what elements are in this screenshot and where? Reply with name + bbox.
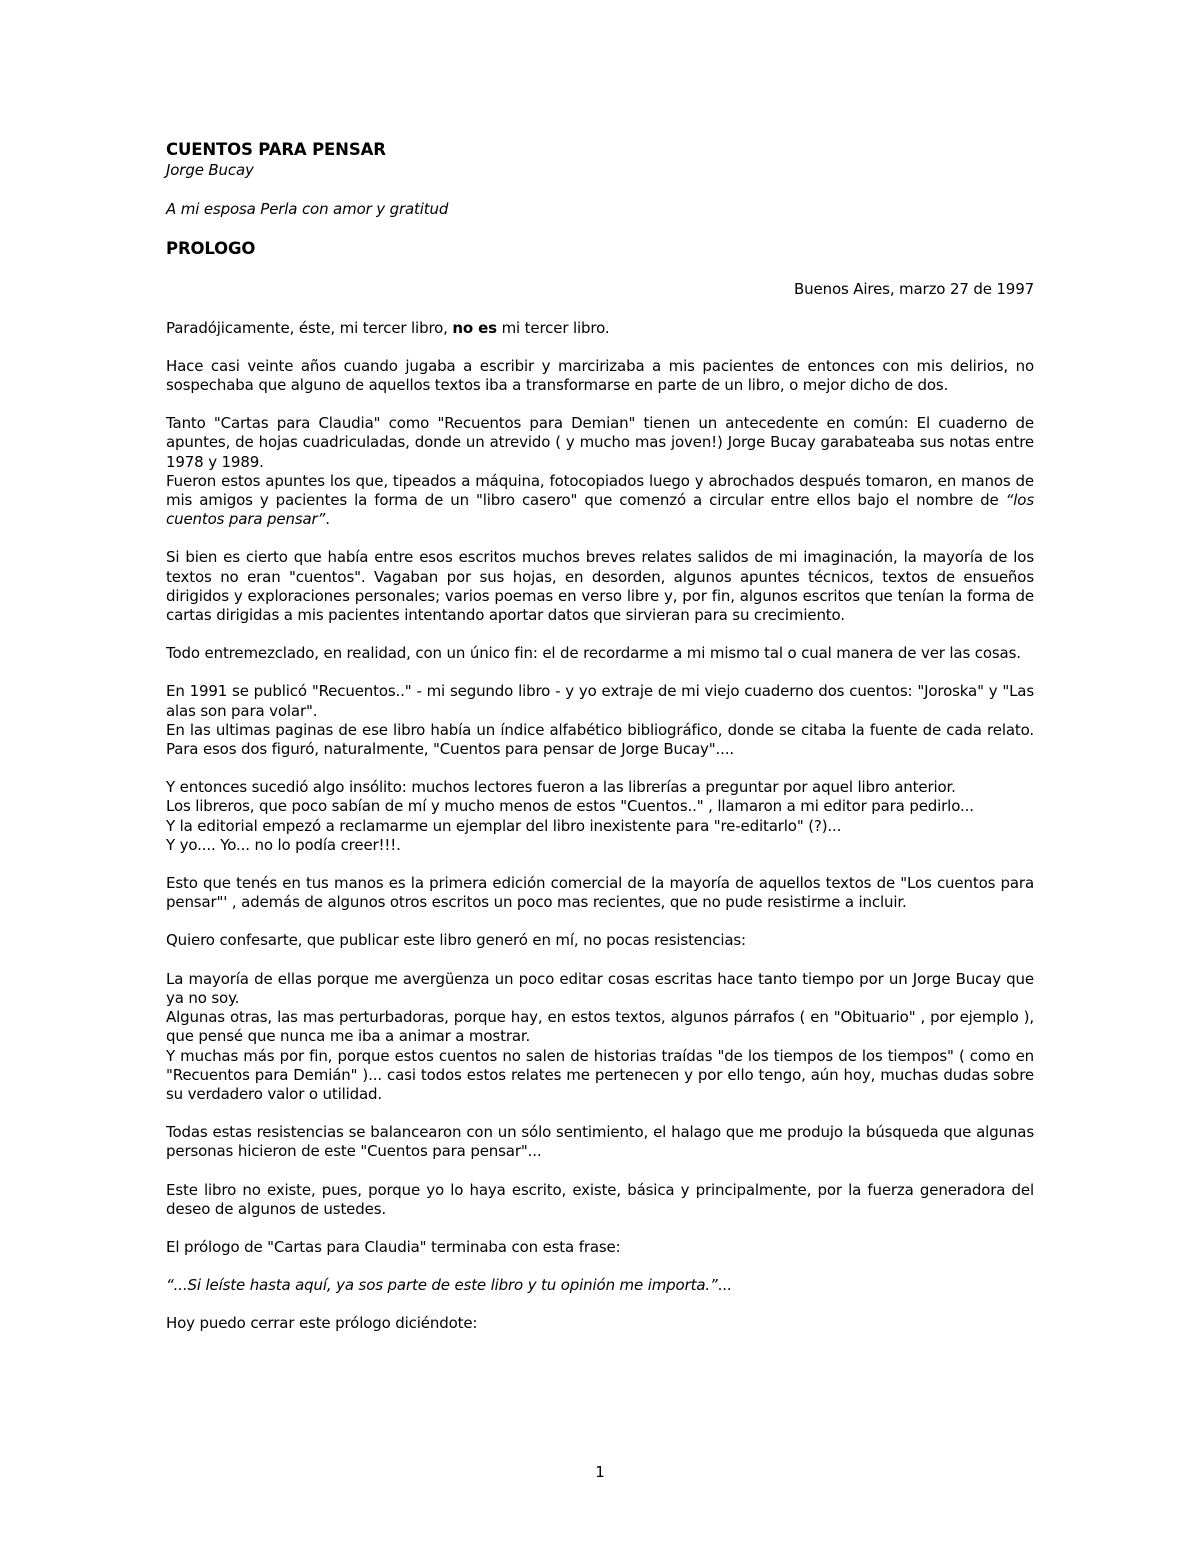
paragraph-14: Quiero confesarte, que publicar este libro generó en mí, no pocas resistencias:: [166, 931, 746, 950]
paragraph-12: Y yo.... Yo... no lo podía creer!!!.: [166, 835, 401, 854]
paragraph-9: Y entonces sucedió algo insólito: muchos lectores fueron a las librerías a preguntar por aquel libro anterior.: [166, 778, 956, 797]
book-author: Jorge Bucay: [166, 161, 254, 179]
paragraph-4: [166, 472, 1034, 530]
paragraph-1-text-end: mi tercer libro.: [496, 318, 610, 337]
paragraph-3-text: Tanto "Cartas para Claudia" como "Recuentos para Demian" tienen un antecedente en común: El cuaderno de apuntes, de hojas cuadriculadas, donde un atrevido ( y mucho mas joven!) Jorge Bucay garabateaba sus notas entre 1978 y 1989.: [166, 414, 1034, 471]
paragraph-3: [166, 414, 1034, 529]
dateline: Buenos Aires, marzo 27 de 1997: [794, 280, 1034, 299]
paragraph-13: Esto que tenés en tus manos es la primera edición comercial de la mayoría de aquellos textos de "Los cuentos para pensar"' , además de algunos otros escritos un poco mas recientes, que no pude resistirme a incluir.: [166, 874, 1034, 912]
paragraph-9-group: [166, 778, 1034, 855]
paragraph-4-text-end: .: [325, 510, 330, 529]
paragraph-1: [166, 319, 1034, 338]
paragraph-20: El prólogo de "Cartas para Claudia" terminaba con esta frase:: [166, 1237, 621, 1256]
paragraph-1-text: Paradójicamente, éste, mi tercer libro,: [166, 318, 453, 337]
paragraph-10: Los libreros, que poco sabían de mí y mucho menos de estos "Cuentos.." , llamaron a mi editor para pedirlo...: [166, 797, 974, 816]
paragraph-8: En las ultimas paginas de ese libro había un índice alfabético bibliográfico, donde se citaba la fuente de cada relato. Para esos dos figuró, naturalmente, "Cuentos para pensar de Jorge Bucay"....: [166, 720, 1034, 759]
paragraph-17: Y muchas más por fin, porque estos cuentos no salen de historias traídas "de los tiempos de los tiempos" ( como en "Recuentos para Demián" )... casi todos estos relates me pertenecen y por ello tengo, aún hoy, muchas dudas sobre su verdadero valor o utilidad.: [166, 1046, 1034, 1103]
paragraph-2: Hace casi veinte años cuando jugaba a escribir y marcirizaba a mis pacientes de entonces con mis delirios, no sospechaba que alguno de aquellos textos iba a transformarse en parte de un libro, o mejor dicho de dos.: [166, 356, 1034, 395]
paragraph-5: Si bien es cierto que había entre esos escritos muchos breves relates salidos de mi imaginación, la mayoría de los textos no eran "cuentos". Vagaban por sus hojas, en desorden, algunos apuntes técnicos, textos de ensueños dirigidos y exploraciones personales; varios poemas en verso libre y, por fin, algunos escritos que tenían la forma de cartas dirigidas a mis pacientes intentando aportar datos que sirvieran para su crecimiento.: [166, 548, 1034, 625]
paragraph-7-group: [166, 682, 1034, 759]
paragraph-6: Todo entremezclado, en realidad, con un único fin: el de recordarme a mi mismo tal o cual manera de ver las cosas.: [166, 644, 1021, 663]
paragraph-15: La mayoría de ellas porque me avergüenza un poco editar cosas escritas hace tanto tiempo por un Jorge Bucay que ya no soy.: [166, 969, 1034, 1007]
paragraph-11: Y la editorial empezó a reclamarme un ejemplar del libro inexistente para "re-editarlo" (?)...: [166, 816, 842, 835]
paragraph-21: [166, 1276, 1034, 1295]
book-title: CUENTOS PARA PENSAR: [166, 140, 386, 159]
paragraph-15-group: [166, 970, 1034, 1104]
paragraph-18: Todas estas resistencias se balancearon con un sólo sentimiento, el halago que me produjo la búsqueda que algunas personas hicieron de este "Cuentos para pensar"...: [166, 1123, 1034, 1161]
paragraph-19: Este libro no existe, pues, porque yo lo haya escrito, existe, básica y principalmente, por la fuerza generadora del deseo de algunos de ustedes.: [166, 1180, 1034, 1218]
dedication: A mi esposa Perla con amor y gratitud: [166, 200, 449, 219]
closing-quote: “...Si leíste hasta aquí, ya sos parte de este libro y tu opinión me importa.”: [166, 1276, 718, 1295]
paragraph-22: Hoy puedo cerrar este prólogo diciéndote:: [166, 1314, 478, 1333]
document-page: [166, 139, 1034, 1334]
section-heading: PROLOGO: [166, 239, 256, 259]
paragraph-7: En 1991 se publicó "Recuentos.." - mi segundo libro - y yo extraje de mi viejo cuaderno dos cuentos: "Joroska" y "Las alas son para volar".: [166, 682, 1034, 720]
paragraph-16: Algunas otras, las mas perturbadoras, porque hay, en estos textos, algunos párrafos ( en "Obituario" , por ejemplo ), que pensé que nunca me iba a animar a mostrar.: [166, 1008, 1034, 1046]
paragraph-4-quote: “los cuentos para pensar”: [166, 491, 1034, 529]
paragraph-4-text: Fueron estos apuntes los que, tipeados a máquina, fotocopiados luego y abrochados después tomaron, en manos de mis amigos y pacientes la forma de un "libro casero" que comenzó a circular entre ellos bajo el nombre de: [166, 471, 1034, 510]
page-number: 1: [595, 1463, 605, 1481]
paragraph-1-emphasis: no es: [452, 318, 497, 337]
closing-quote-ellipsis: ...: [717, 1276, 732, 1295]
